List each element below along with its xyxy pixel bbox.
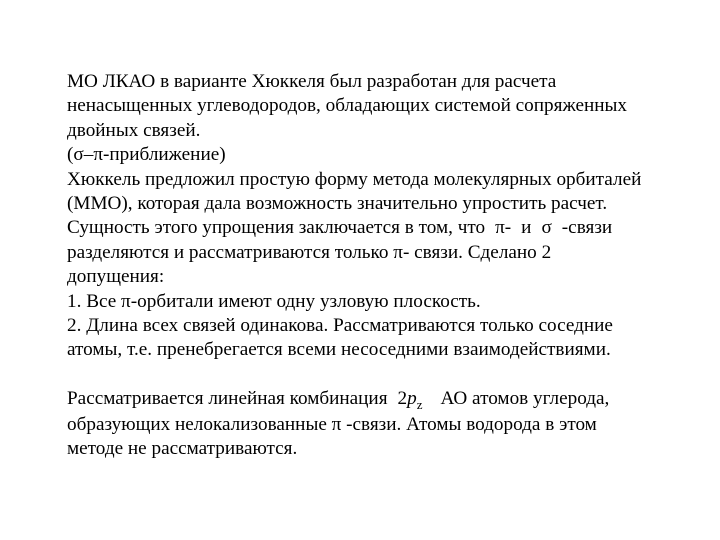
- text-segment: Рассматривается линейная комбинация: [67, 388, 388, 410]
- paragraph-gap: [67, 363, 697, 387]
- text-line: двойных связей.: [67, 119, 201, 141]
- sigma-symbol: σ: [541, 217, 552, 239]
- text-line: Хюккель предложил простую форму метода молекулярных орбиталей: [67, 168, 642, 190]
- text-line: МО ЛКАО в варианте Хюккеля был разработан для расчета: [67, 71, 557, 92]
- text-line: [67, 216, 697, 240]
- text-segment: Сущность этого упрощения заключается в том, что: [67, 217, 486, 239]
- text-line: допущения:: [67, 266, 165, 288]
- text-line: ненасыщенных углеводородов, обладающих системой сопряженных: [67, 95, 627, 117]
- text-line: [67, 387, 697, 412]
- text-line: образующих нелокализованные π -связи. Атомы водорода в этом: [67, 413, 597, 435]
- text-line: (σ–π-приближение): [67, 144, 226, 166]
- pi-symbol: π-: [495, 217, 512, 239]
- formula-p: p: [407, 388, 417, 410]
- text-line: разделяются и рассматриваются только π- связи. Сделано 2: [67, 241, 552, 263]
- text-line: (ММО), которая дала возможность значительно упростить расчет.: [67, 193, 608, 215]
- formula-coefficient: 2: [397, 388, 408, 410]
- text-line: атомы, т.е. пренебрегается всеми несоседними взаимодействиями.: [67, 339, 611, 361]
- text-segment: -связи: [561, 217, 613, 239]
- text-segment: АО атомов углерода,: [440, 388, 610, 410]
- text-line: 2. Длина всех связей одинакова. Рассматриваются только соседние: [67, 315, 613, 337]
- text-line: методе не рассматриваются.: [67, 438, 298, 460]
- text-segment: и: [521, 217, 532, 239]
- slide-text: [67, 70, 697, 461]
- formula-subscript: z: [416, 397, 423, 413]
- text-line: 1. Все π-орбитали имеют одну узловую плоскость.: [67, 290, 481, 312]
